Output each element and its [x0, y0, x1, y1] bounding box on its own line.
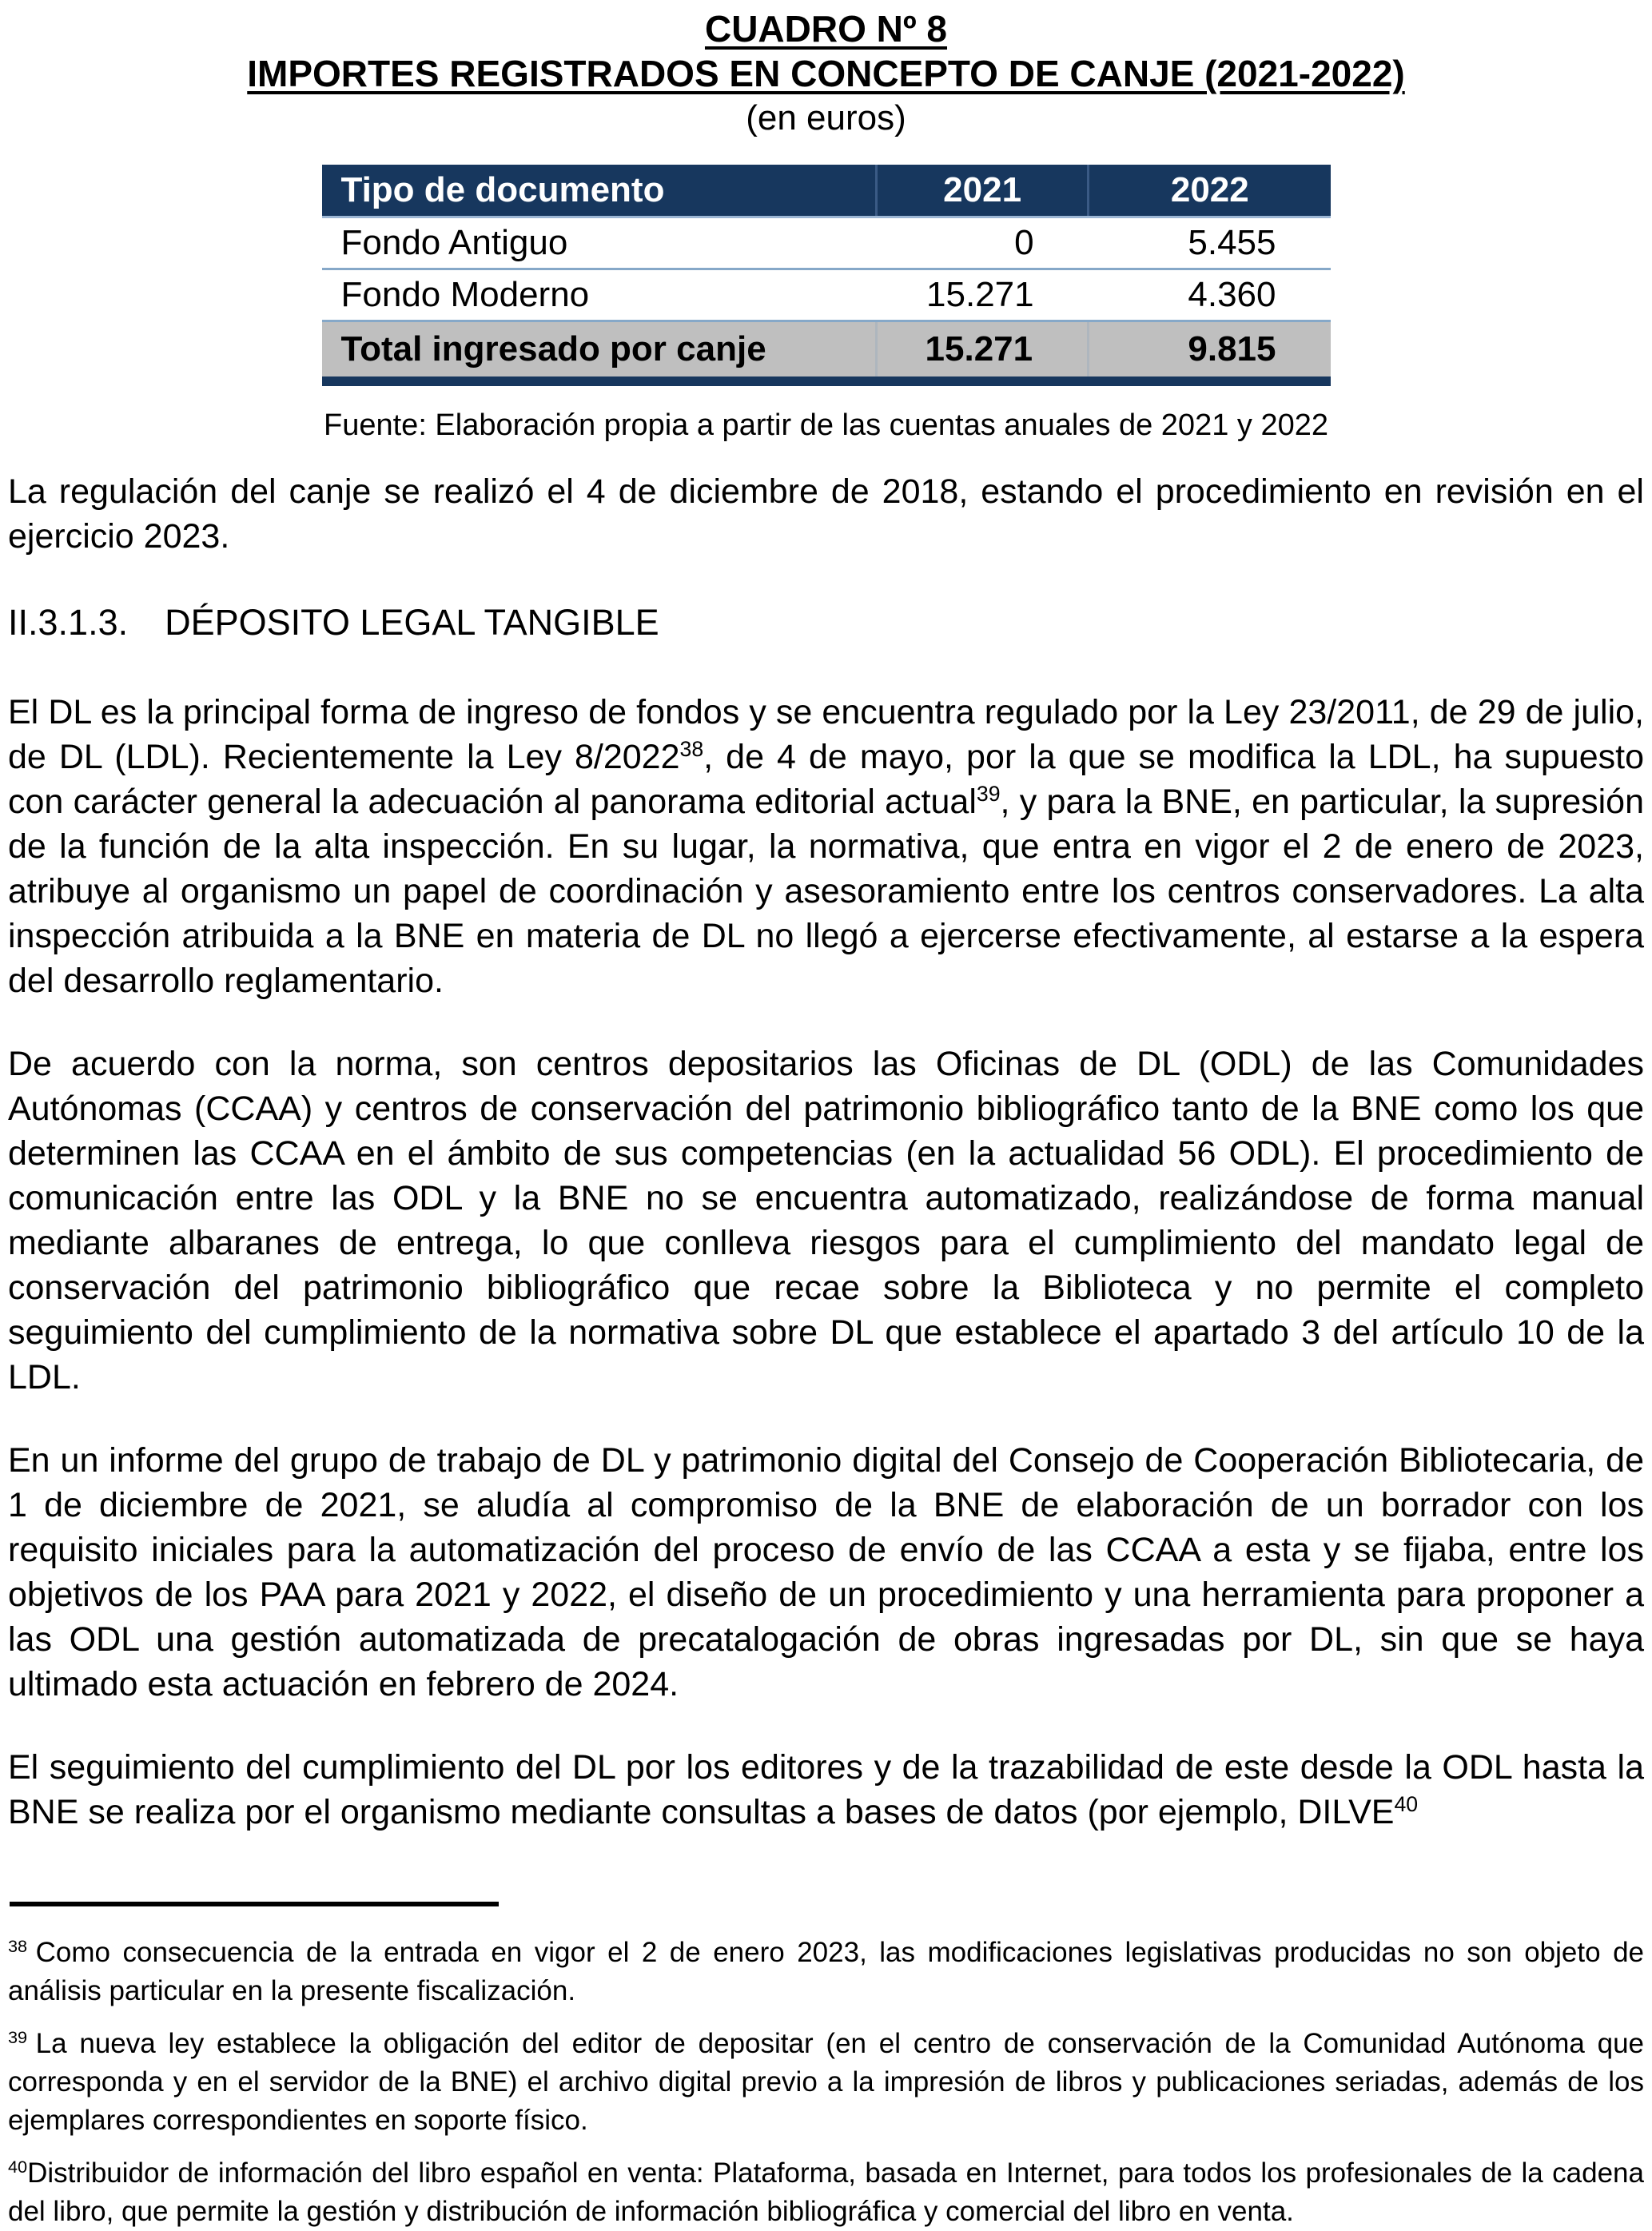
paragraph-informe-grupo-trabajo: En un informe del grupo de trabajo de DL y patrimonio digital del Consejo de Cooperación Bibliotecaria, de 1 de diciembre de 2021, se aludía al compromiso de la BNE de elaboración de un borrador con los requisito iniciales para la automatización del proceso de envío de las CCAA a esta y se fijaba, entre los objetivos de los PAA para 2021 y 2022, el diseño de un procedimiento y una herramienta para proponer a las ODL una gestión automatizada de precatalogación de obras ingresadas por DL, sin que se haya ultimado esta actuación en febrero de 2024.: [8, 1441, 1644, 1703]
column-header-2021: 2021: [877, 165, 1089, 217]
footnote-separator-line: [10, 1902, 499, 1906]
footnote-ref-40: 40: [1394, 1792, 1419, 1817]
table-title-line2: IMPORTES REGISTRADOS EN CONCEPTO DE CANJE (2021-2022): [247, 53, 1405, 94]
paragraph-text: , de 4 de mayo, por la que se modifica la LDL, ha supuesto con carácter general la adecuación al panorama editorial actual: [8, 738, 1644, 821]
footnote-40: [8, 2154, 1644, 2231]
paragraph-seguimiento-dl: [8, 1745, 1644, 1835]
footnote-number: 39: [8, 2027, 28, 2048]
section-heading: [8, 600, 1644, 645]
total-label: Total ingresado por canje: [322, 321, 877, 382]
table-row-fondo-antiguo: [322, 217, 1331, 269]
column-header-tipo-de-documento: Tipo de documento: [322, 165, 877, 217]
footnote-ref-38: 38: [679, 737, 704, 762]
table-row-fondo-moderno: [322, 269, 1331, 321]
paragraph-text: El DL es la principal forma de ingreso de fondos y se encuentra regulado por la Ley 23/2011, de 29 de julio, de DL (LDL). Recientemente la Ley 8/2022: [8, 693, 1644, 776]
total-2022: 9.815: [1089, 321, 1331, 382]
document-page: [8, 6, 1644, 2231]
value-2021: 15.271: [877, 269, 1089, 321]
row-label: Fondo Moderno: [322, 269, 877, 321]
footnote-ref-39: 39: [976, 782, 1001, 807]
table-subtitle: (en euros): [746, 98, 906, 137]
footnote-text: Distribuidor de información del libro español en venta: Plataforma, basada en Internet, para todos los profesionales de la cadena del libro, que permite la gestión y distribución de información bibliográfica y comercial del libro en venta.: [8, 2157, 1644, 2227]
paragraph-regulacion-canje: La regulación del canje se realizó el 4 de diciembre de 2018, estando el procedimiento en revisión en el ejercicio 2023.: [8, 472, 1644, 556]
value-2021: 0: [877, 217, 1089, 269]
column-header-2022: 2022: [1089, 165, 1331, 217]
paragraph-deposito-legal: [8, 690, 1644, 1003]
table-header-row: [322, 165, 1331, 217]
table-row-total: [322, 321, 1331, 382]
footnote-number: 38: [8, 1936, 28, 1957]
paragraph-centros-depositarios: De acuerdo con la norma, son centros depositarios las Oficinas de DL (ODL) de las Comunidades Autónomas (CCAA) y centros de conservación del patrimonio bibliográfico tanto de la BNE como los que determinen las CCAA en el ámbito de sus competencias (en la actualidad 56 ODL). El procedimiento de comunicación entre las ODL y la BNE no se encuentra automatizado, realizándose de forma manual mediante albaranes de entrega, lo que conlleva riesgos para el cumplimiento del mandato legal de conservación del patrimonio bibliográfico que recae sobre la Biblioteca y no permite el completo seguimiento del cumplimiento de la normativa sobre DL que establece el apartado 3 del artículo 10 de la LDL.: [8, 1045, 1644, 1396]
value-2022: 4.360: [1089, 269, 1331, 321]
table-source-caption: Fuente: Elaboración propia a partir de las cuentas anuales de 2021 y 2022: [324, 408, 1328, 442]
body-text-block: [8, 469, 1644, 2231]
paragraph-text: , y para la BNE, en particular, la supresión de la función de la alta inspección. En su lugar, la normativa, que entra en vigor el 2 de enero de 2023, atribuye al organismo un papel de coordinación y asesoramiento entre los centros conservadores. La alta inspección atribuida a la BNE en materia de DL no llegó a ejercerse efectivamente, al estarse a la espera del desarrollo reglamentario.: [8, 783, 1644, 1000]
section-heading-number: II.3.1.3.: [8, 602, 129, 643]
value-2022: 5.455: [1089, 217, 1331, 269]
footnote-38: [8, 1934, 1644, 2010]
table-title-line1: CUADRO Nº 8: [704, 8, 948, 50]
section-heading-title: DÉPOSITO LEGAL TANGIBLE: [165, 602, 659, 643]
row-label: Fondo Antiguo: [322, 217, 877, 269]
footnote-text: La nueva ley establece la obligación del editor de depositar (en el centro de conservación de la Comunidad Autónoma que corresponda y en el servidor de la BNE) el archivo digital previo a la impresión de libros y publicaciones seriadas, además de los ejemplares correspondientes en soporte físico.: [8, 2028, 1644, 2136]
footnote-text: Como consecuencia de la entrada en vigor el 2 de enero 2023, las modificaciones legislativas producidas no son objeto de análisis particular en la presente fiscalización.: [8, 1937, 1644, 2006]
paragraph-text: El seguimiento del cumplimiento del DL por los editores y de la trazabilidad de este desde la ODL hasta la BNE se realiza por el organismo mediante consultas a bases de datos (por ejemplo, DILVE: [8, 1748, 1644, 1831]
cuadro-8-table: [322, 165, 1331, 386]
footnote-39: [8, 2025, 1644, 2140]
total-2021: 15.271: [877, 321, 1089, 382]
footnote-number: 40: [8, 2157, 28, 2177]
